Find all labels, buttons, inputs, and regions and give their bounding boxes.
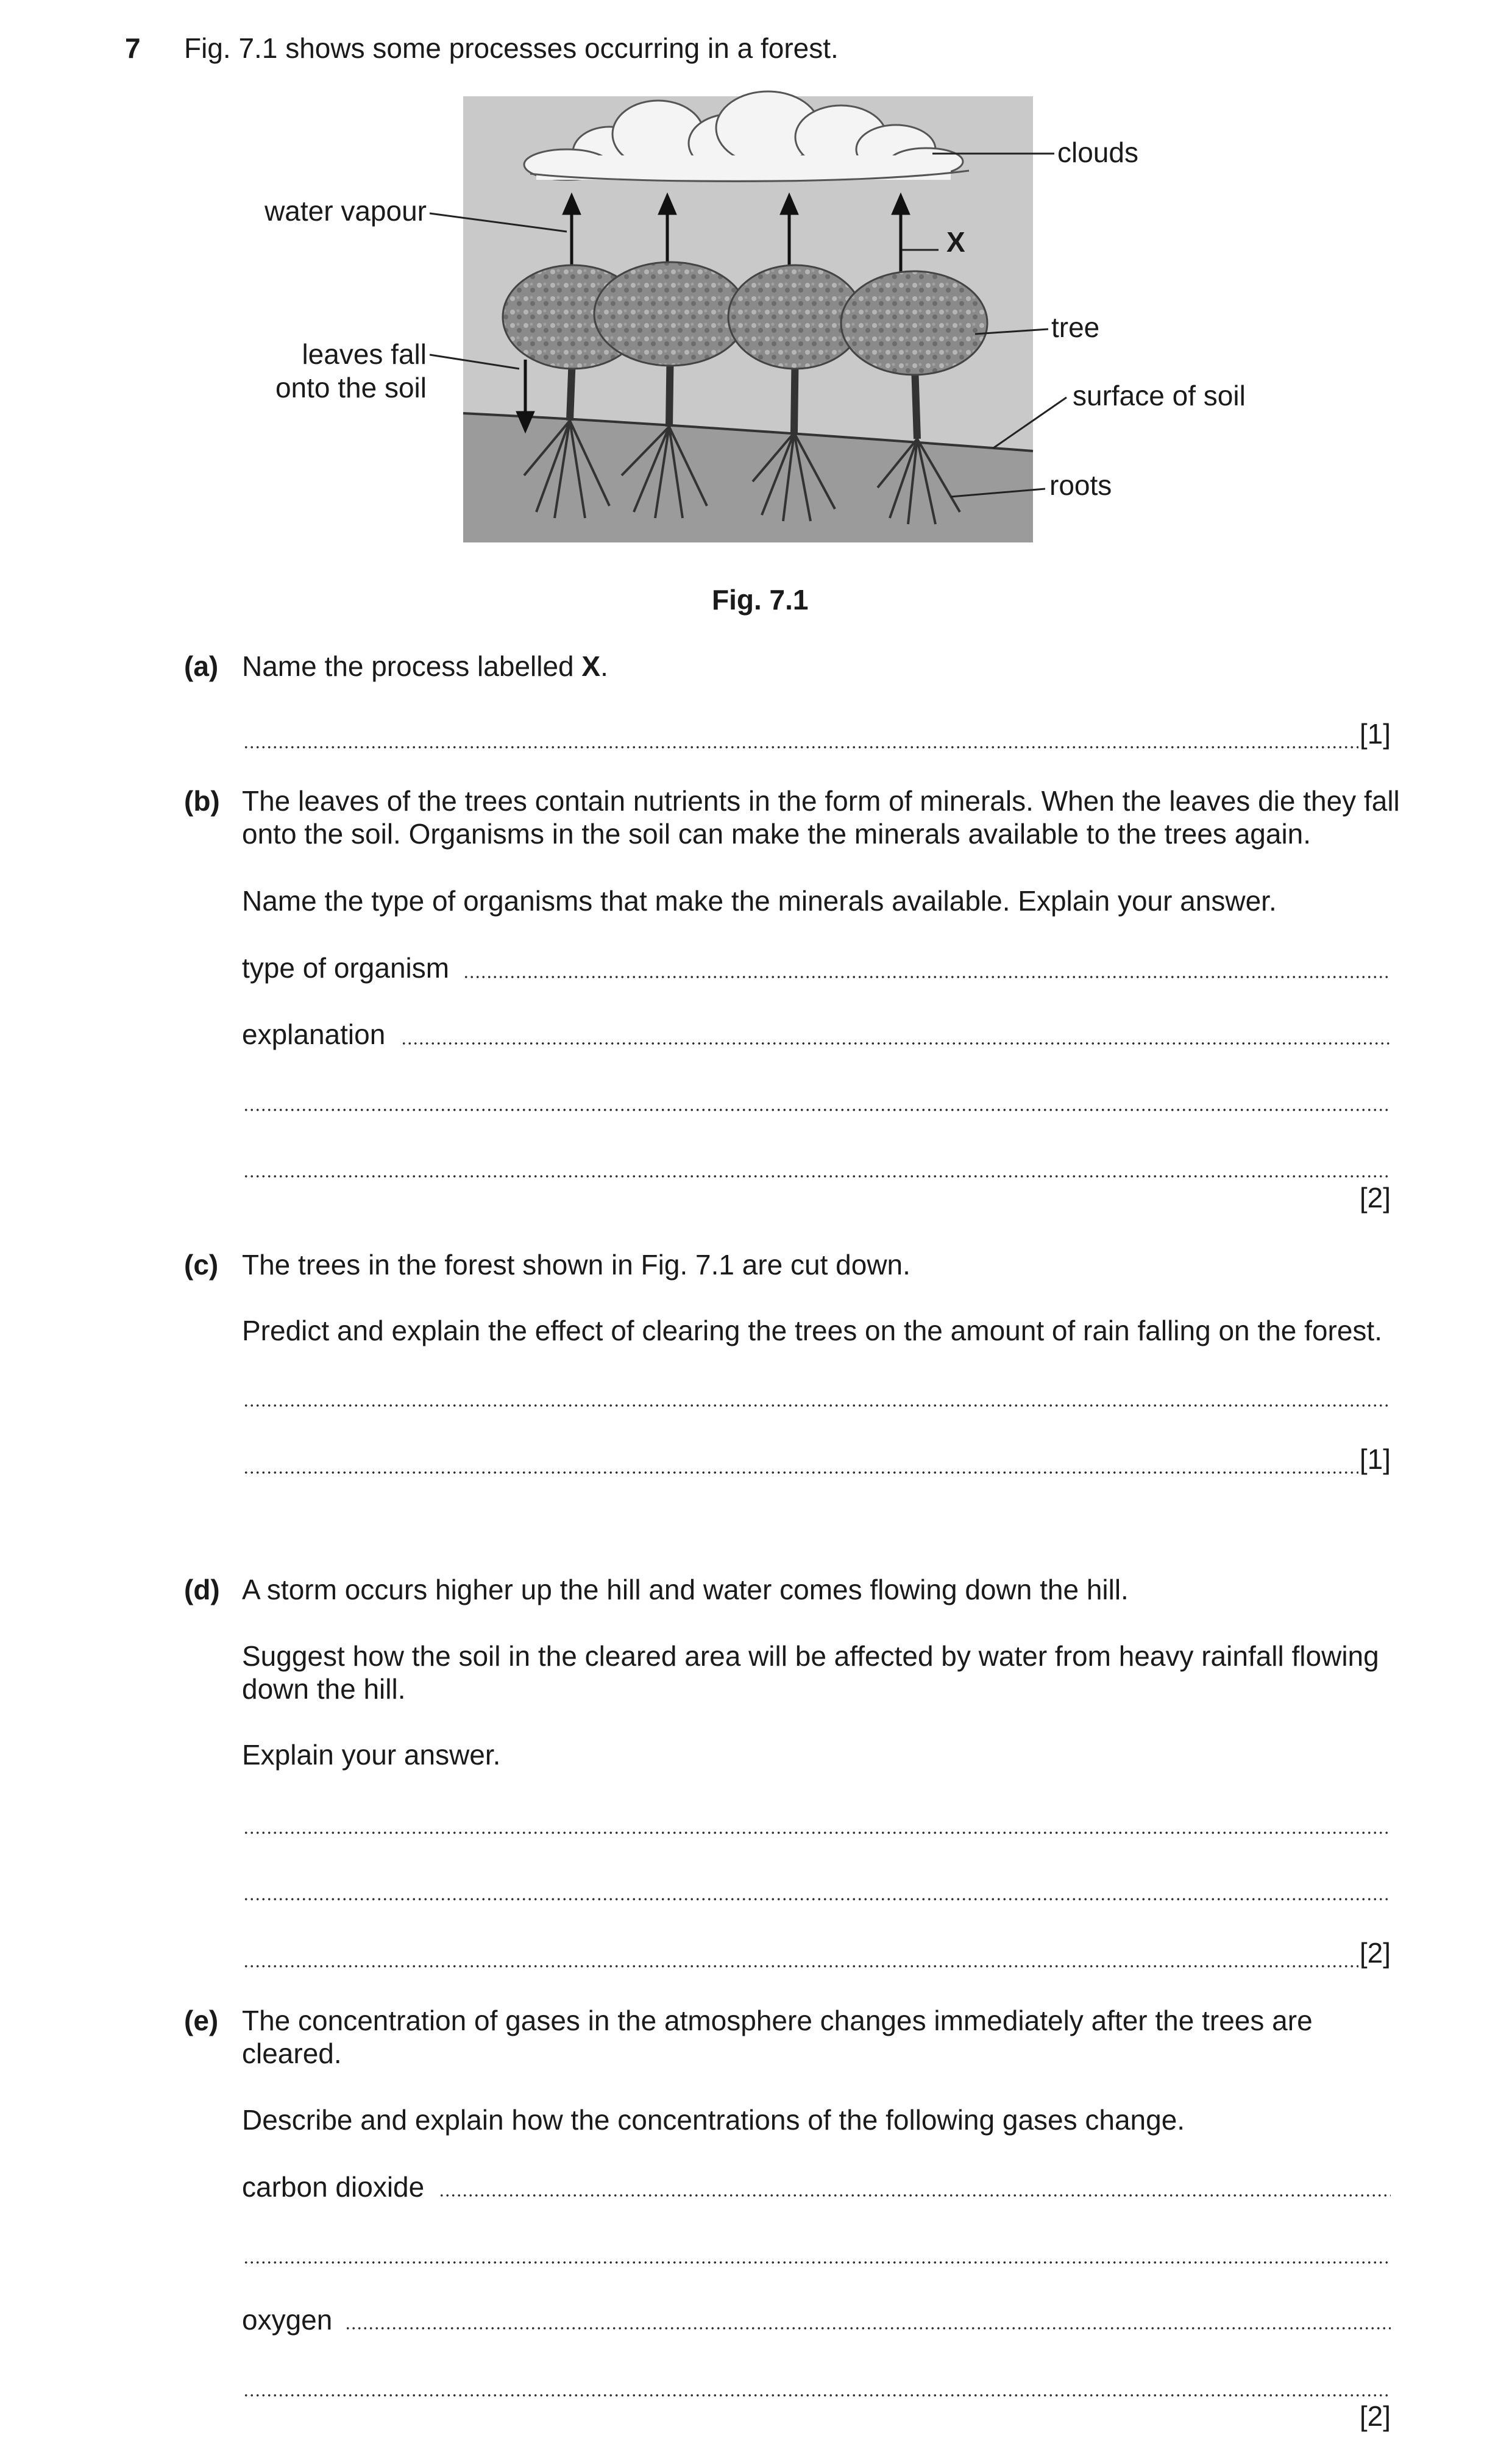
answer-line-c-1[interactable] xyxy=(243,1403,1391,1408)
part-d-line-2: Suggest how the soil in the cleared area will be affected by water from heavy rainfall flowing xyxy=(242,1640,1379,1672)
part-b-instruction: Name the type of organisms that make the minerals available. Explain your answer. xyxy=(242,885,1277,917)
answer-line-d-1[interactable] xyxy=(243,1830,1391,1835)
label-clouds: clouds xyxy=(1057,137,1138,168)
answer-line-d-3[interactable] xyxy=(243,1964,1358,1969)
part-b-explanation-label: explanation xyxy=(242,1018,386,1050)
part-a-label: (a) xyxy=(184,650,219,682)
part-c-label: (c) xyxy=(184,1249,219,1281)
part-e-line-1: The concentration of gases in the atmosphere changes immediately after the trees are xyxy=(242,2005,1313,2036)
answer-line-e-co2[interactable] xyxy=(439,2193,1391,2198)
part-b-mark: [2] xyxy=(1359,1182,1391,1214)
figure-forest-processes xyxy=(0,0,1512,622)
part-b-type-label: type of organism xyxy=(242,952,450,984)
answer-line-c-2[interactable] xyxy=(243,1470,1358,1475)
part-b-label: (b) xyxy=(184,785,220,817)
part-d-label: (d) xyxy=(184,1574,220,1605)
part-d-line-4: Explain your answer. xyxy=(242,1739,501,1771)
label-x: X xyxy=(946,226,965,258)
part-c-mark: [1] xyxy=(1359,1443,1391,1475)
part-c-line-1: The trees in the forest shown in Fig. 7.1 are cut down. xyxy=(242,1249,910,1281)
answer-line-b-2[interactable] xyxy=(243,1107,1391,1112)
label-leaves-fall-1: leaves fall xyxy=(302,338,427,370)
part-e-mark: [2] xyxy=(1359,2400,1391,2432)
answer-line-b-type[interactable] xyxy=(463,975,1391,979)
question-intro: Fig. 7.1 shows some processes occurring in a forest. xyxy=(184,32,839,64)
part-e-co2-label: carbon dioxide xyxy=(242,2171,425,2203)
part-e-label: (e) xyxy=(184,2005,219,2036)
part-a-mark: [1] xyxy=(1359,718,1391,750)
figure-caption: Fig. 7.1 xyxy=(712,584,809,616)
part-a-question: Name the process labelled X. xyxy=(242,650,608,682)
answer-line-e-4[interactable] xyxy=(243,2393,1391,2398)
part-d-line-3: down the hill. xyxy=(242,1673,406,1705)
answer-line-b-explanation[interactable] xyxy=(401,1041,1391,1046)
part-c-line-2: Predict and explain the effect of clearing the trees on the amount of rain falling on the forest. xyxy=(242,1315,1382,1346)
question-number: 7 xyxy=(125,32,141,64)
part-e-oxygen-label: oxygen xyxy=(242,2304,333,2336)
part-d-mark: [2] xyxy=(1359,1937,1391,1969)
label-leaves-fall-2: onto the soil xyxy=(275,372,427,403)
label-tree: tree xyxy=(1051,311,1100,343)
part-b-line-1: The leaves of the trees contain nutrients in the form of minerals. When the leaves die they fall xyxy=(242,785,1400,817)
answer-line-e-2[interactable] xyxy=(243,2260,1391,2265)
part-b-line-2: onto the soil. Organisms in the soil can make the minerals available to the trees again. xyxy=(242,818,1311,850)
answer-line-b-3[interactable] xyxy=(243,1174,1391,1179)
label-roots: roots xyxy=(1049,469,1112,501)
answer-line-e-oxygen[interactable] xyxy=(345,2326,1391,2331)
answer-line-d-2[interactable] xyxy=(243,1897,1391,1902)
answer-line-a[interactable] xyxy=(243,745,1358,750)
part-e-line-2: cleared. xyxy=(242,2038,342,2069)
part-e-instruction: Describe and explain how the concentrations of the following gases change. xyxy=(242,2104,1185,2136)
part-d-line-1: A storm occurs higher up the hill and water comes flowing down the hill. xyxy=(242,1574,1129,1605)
label-water-vapour: water vapour xyxy=(264,195,427,227)
label-surface-of-soil: surface of soil xyxy=(1073,380,1246,411)
